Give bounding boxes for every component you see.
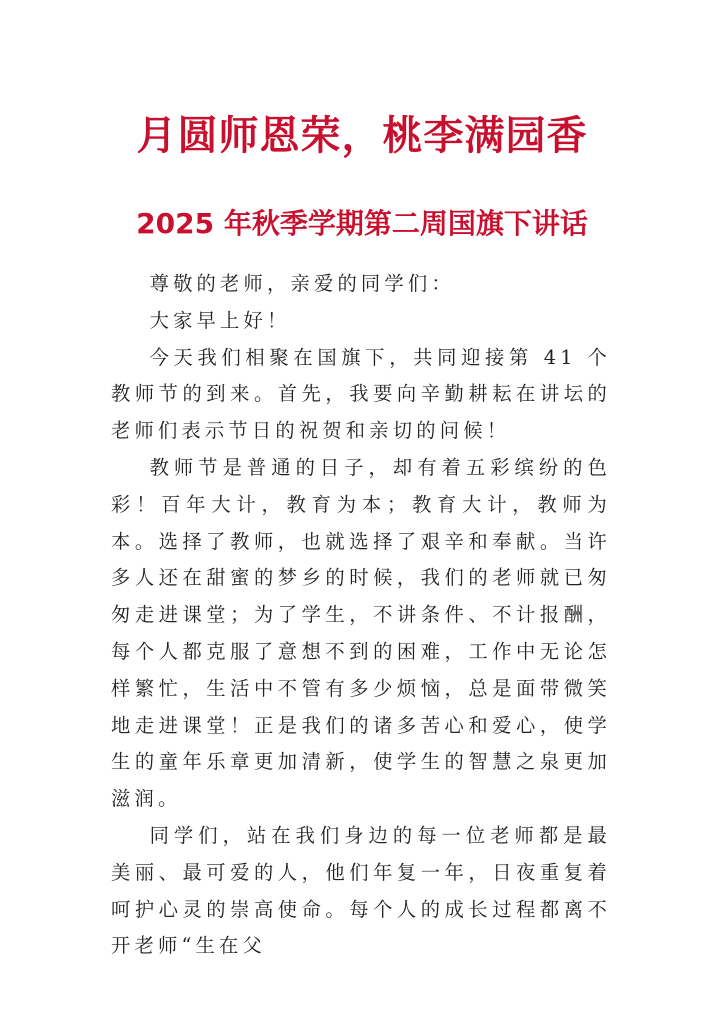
paragraph-morning: 大家早上好！: [149, 308, 291, 332]
paragraph-teachers-day: 教师节是普通的日子，却有着五彩缤纷的色彩！百年大计，教育为本；教育大计，教师为本。选择了教师，也就选择了艰辛和奉献。当许多人还在甜蜜的梦乡的时候，我们的老师就已匆匆走进课堂；为了学生，不讲条件、不计报酬，每个人都克服了意想不到的困难，工作中无论怎样繁忙，生活中不管有多少烦恼，总是面带微笑地走进课堂！正是我们的诸多苦心和爱心，使学生的童年乐章更加清新，使学生的智慧之泉更加滋润。: [111, 455, 611, 811]
paragraph-students: 同学们，站在我们身边的每一位老师都是最美丽、最可爱的人，他们年复一年，日夜重复着呵护心灵的崇高使命。每个人的成长过程都离不开老师“生在父: [111, 823, 611, 958]
paragraph-intro: 今天我们相聚在国旗下，共同迎接第 41 个教师节的到来。首先，我要向辛勤耕耘在讲坛的老师们表示节日的祝贺和亲切的问候！: [111, 345, 611, 443]
paragraph-greeting: 尊敬的老师，亲爱的同学们：: [149, 272, 455, 295]
document-body: [111, 266, 611, 965]
document-subtitle: 2025 年秋季学期第二周国旗下讲话: [136, 207, 588, 240]
document-title: 月圆师恩荣，桃李满园香: [136, 113, 588, 159]
